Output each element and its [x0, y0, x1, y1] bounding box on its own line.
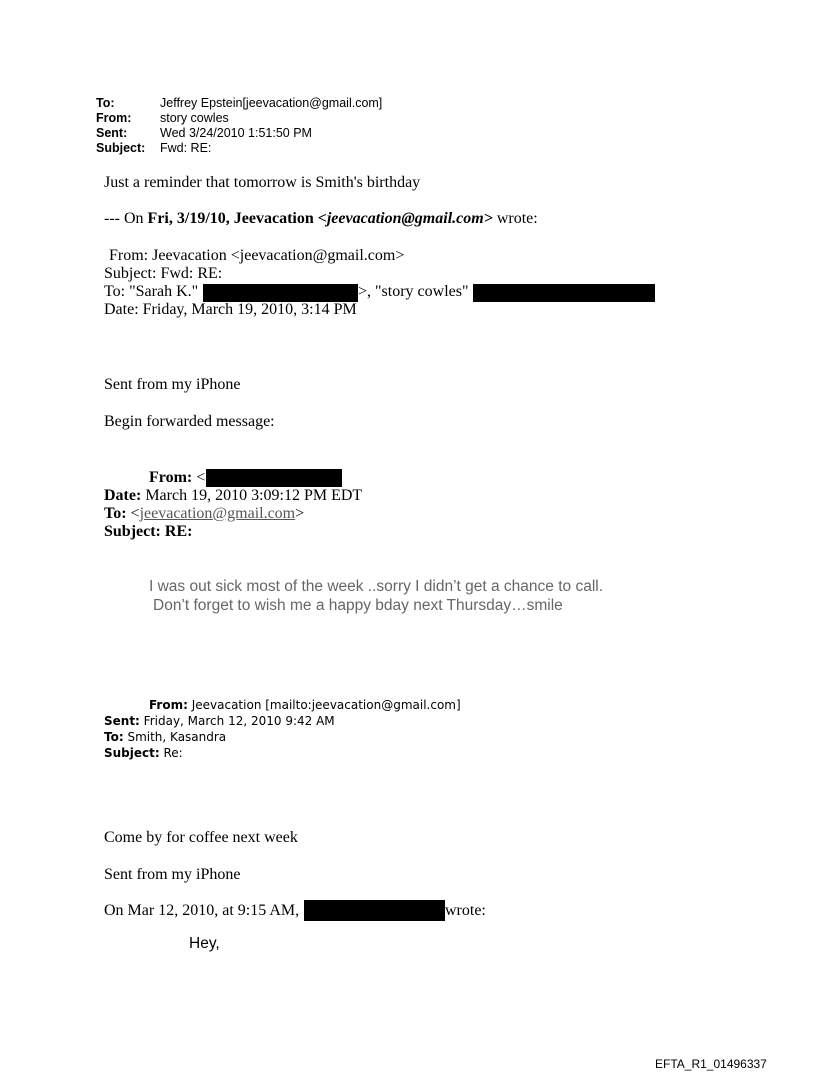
- message-line-1: I was out sick most of the week ..sorry I didn’t get a chance to call.: [149, 578, 604, 595]
- header-from-value: story cowles: [160, 111, 229, 125]
- fwd2-date-value: March 19, 2010 3:09:12 PM EDT: [141, 487, 363, 504]
- fwd3-from-label: From:: [149, 698, 188, 712]
- header-from-label: From:: [96, 111, 132, 125]
- on-mar-suffix: wrote:: [445, 902, 486, 919]
- header-sent-label: Sent:: [96, 126, 128, 140]
- fwd3-subject-line: [104, 746, 183, 760]
- header-from-row: [96, 111, 496, 126]
- fwd1-subject-line: Subject: Fwd: RE:: [104, 265, 223, 282]
- fwd1-date-line: Date: Friday, March 19, 2010, 3:14 PM: [104, 301, 357, 318]
- fwd3-subject-label: Subject:: [104, 746, 160, 760]
- fwd1-to-mid: >, "story cowles": [358, 283, 469, 300]
- coffee-text: Come by for coffee next week: [104, 829, 298, 846]
- message-line-2: Don’t forget to wish me a happy bday next Thursday…smile: [153, 597, 563, 614]
- email-header: [96, 96, 496, 158]
- redaction-box: [203, 284, 358, 302]
- fwd3-from-value: Jeevacation [mailto:jeevacation@gmail.com]: [187, 698, 461, 712]
- fwd2-subject-label: Subject: RE:: [104, 523, 193, 540]
- fwd3-to-value: Smith, Kasandra: [123, 730, 227, 744]
- sent-from-iphone-2: Sent from my iPhone: [104, 866, 241, 883]
- fwd2-to-label: To:: [104, 505, 127, 522]
- email-link[interactable]: jeevacation@gmail.com: [139, 505, 296, 522]
- fwd3-sent-line: [104, 714, 335, 728]
- fwd2-to-open: <: [126, 505, 140, 522]
- header-to-value: Jeffrey Epstein[jeevacation@gmail.com]: [160, 96, 383, 110]
- fwd1-from-line: From: Jeevacation <jeevacation@gmail.com>: [109, 247, 405, 264]
- fwd2-subject-line: [104, 523, 192, 541]
- fwd2-from-value: <: [192, 469, 206, 486]
- fwd3-to-label: To:: [104, 730, 124, 744]
- header-subject-row: [96, 141, 496, 156]
- fwd3-from-line: [149, 698, 461, 712]
- quote-line: [104, 210, 538, 228]
- fwd2-date-line: [104, 487, 362, 505]
- header-to-label: To:: [96, 96, 115, 110]
- quote-suffix: wrote:: [492, 210, 538, 227]
- header-sent-row: [96, 126, 496, 141]
- sent-from-iphone: Sent from my iPhone: [104, 376, 241, 393]
- fwd2-to-close: >: [295, 505, 305, 522]
- fwd2-from-label: From:: [149, 469, 193, 486]
- hey-text: Hey,: [189, 935, 220, 952]
- fwd1-to-start: To: "Sarah K.": [104, 283, 199, 300]
- begin-forwarded: Begin forwarded message:: [104, 413, 275, 430]
- fwd3-to-line: [104, 730, 226, 744]
- fwd2-from-line: [149, 469, 205, 487]
- fwd3-sent-label: Sent:: [104, 714, 140, 728]
- redaction-box: [206, 469, 342, 487]
- header-subject-label: Subject:: [96, 141, 146, 155]
- fwd3-sent-value: Friday, March 12, 2010 9:42 AM: [139, 714, 335, 728]
- header-to-row: [96, 96, 496, 111]
- quote-prefix: --- On: [104, 210, 148, 227]
- redaction-box: [473, 284, 655, 302]
- document-id: EFTA_R1_01496337: [655, 1057, 767, 1071]
- quote-date: Fri, 3/19/10, Jeevacation: [147, 210, 318, 227]
- on-mar-prefix: On Mar 12, 2010, at 9:15 AM,: [104, 902, 300, 919]
- header-sent-value: Wed 3/24/2010 1:51:50 PM: [160, 126, 312, 140]
- fwd3-subject-value: Re:: [159, 746, 183, 760]
- fwd2-to-line: [104, 505, 304, 523]
- header-subject-value: Fwd: RE:: [160, 141, 212, 155]
- quote-email: <jeevacation@gmail.com>: [317, 210, 493, 227]
- fwd2-date-label: Date:: [104, 487, 142, 504]
- redaction-box: [304, 900, 445, 921]
- reminder-text: Just a reminder that tomorrow is Smith's birthday: [104, 174, 421, 191]
